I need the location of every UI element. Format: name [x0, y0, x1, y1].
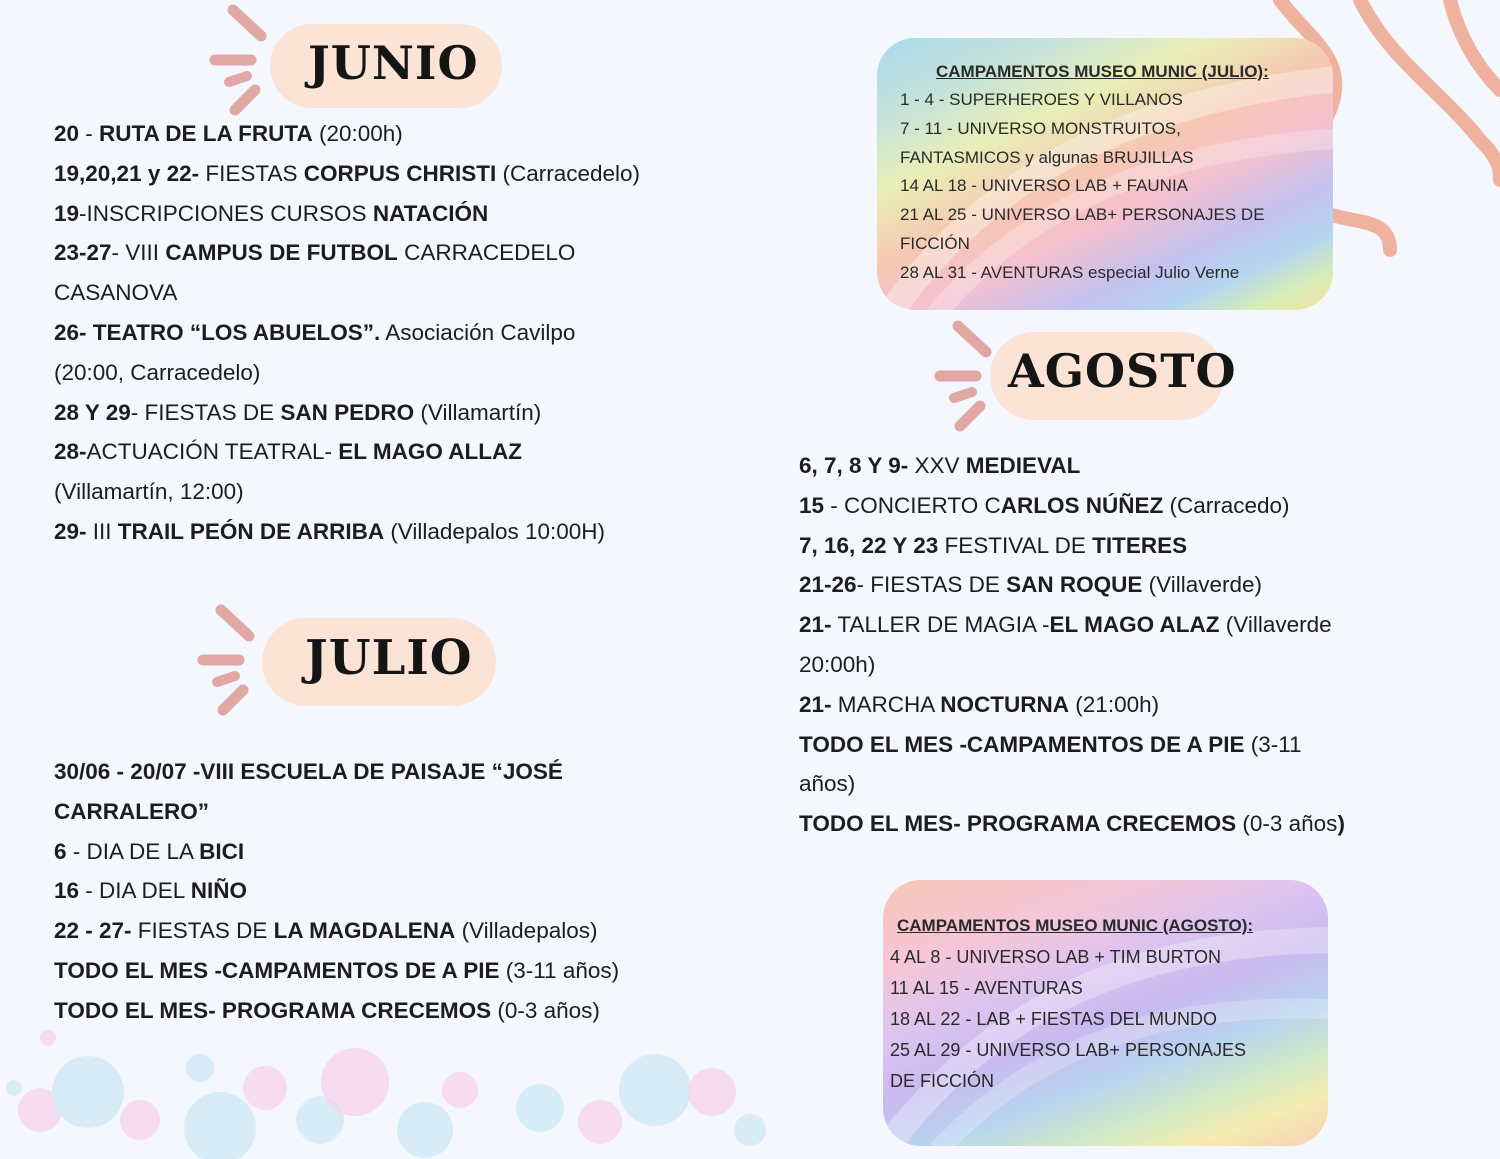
event-text-bold: 26- TEATRO “LOS ABUELOS”. [54, 319, 381, 345]
event-text: CARRACEDELO [397, 240, 576, 266]
event-text: - FIESTAS DE [856, 572, 1007, 598]
camp-julio-title: CAMPAMENTOS MUSEO MUNIC (JULIO): [936, 62, 1269, 81]
event-text-bold: NATACIÓN [372, 200, 489, 226]
event-text-bold: TITERES [1092, 532, 1188, 558]
event-line [54, 792, 619, 832]
event-text: años) [799, 771, 856, 797]
event-line [54, 911, 619, 951]
event-text: (Carracedelo) [496, 160, 641, 186]
event-line [54, 832, 619, 872]
event-text: - DIA DE LA [66, 838, 200, 864]
camp-line: FANTASMICOS y algunas BRUJILLAS [900, 147, 1194, 167]
event-text-bold: CARRALERO” [54, 798, 209, 824]
event-text: (Villaverde [1219, 612, 1332, 638]
event-text-bold: 29- [54, 518, 87, 544]
event-line [54, 114, 640, 154]
event-text: (21:00h) [1069, 691, 1160, 717]
sparkle-icon [193, 602, 265, 720]
event-line [799, 605, 1345, 645]
camp-agosto-box [883, 880, 1328, 1146]
event-line [799, 725, 1345, 765]
junio-events [54, 114, 640, 552]
event-text: (20:00h) [312, 121, 403, 146]
event-text: FIESTAS [199, 160, 304, 186]
event-text: FIESTAS DE [131, 918, 274, 944]
event-text-bold: 21- [799, 691, 832, 717]
event-text: (0-3 años [1236, 811, 1338, 837]
event-text-bold: 19 [54, 200, 80, 226]
event-line [799, 446, 1345, 486]
event-line [54, 991, 619, 1031]
event-text-bold: CAMPUS DE FUTBOL [165, 240, 398, 266]
event-text: (Carracedo) [1163, 492, 1290, 518]
event-text-bold: 21-26 [799, 572, 857, 598]
event-text-bold: TODO EL MES -CAMPAMENTOS DE A PIE [799, 731, 1245, 757]
camp-julio-box [877, 38, 1333, 310]
event-text: - CONCIERTO C [824, 492, 1001, 518]
camp-line: 21 AL 25 - UNIVERSO LAB+ PERSONAJES DE [900, 205, 1265, 225]
sparkle-icon [205, 2, 277, 120]
event-line [799, 486, 1345, 526]
camp-line: 7 - 11 - UNIVERSO MONSTRUITOS, [900, 118, 1181, 138]
event-text: -INSCRIPCIONES CURSOS [79, 200, 373, 226]
event-text-bold: TRAIL PEÓN DE ARRIBA [117, 518, 385, 544]
event-text-bold: 22 - 27- [54, 918, 132, 944]
event-text: XXV [908, 453, 966, 478]
event-line [54, 752, 619, 792]
event-text: - VIII [111, 240, 166, 266]
event-line [54, 233, 640, 273]
event-text: (0-3 años) [491, 997, 600, 1023]
event-text-bold: 23-27 [54, 240, 112, 266]
event-text: III [86, 518, 118, 544]
event-text: (Villamartín) [414, 399, 542, 425]
event-text: - FIESTAS DE [130, 399, 281, 425]
junio-title: JUNIO [308, 36, 479, 90]
decorative-bubbles [0, 1010, 780, 1159]
event-line [799, 565, 1345, 605]
camp-line: 4 AL 8 - UNIVERSO LAB + TIM BURTON [890, 947, 1221, 967]
event-line [54, 871, 619, 911]
event-text-bold: MEDIEVAL [965, 453, 1081, 478]
event-text-bold: TODO EL MES- PROGRAMA CRECEMOS [54, 997, 492, 1023]
event-text-bold: EL MAGO ALLAZ [338, 439, 522, 465]
event-text-bold: SAN ROQUE [1006, 572, 1143, 598]
event-line [799, 526, 1345, 566]
camp-line: 11 AL 15 - AVENTURAS [890, 978, 1083, 998]
event-line [799, 645, 1345, 685]
event-text-bold: ) [1337, 811, 1345, 837]
event-text: (Villamartín, 12:00) [54, 479, 244, 505]
event-text-bold: 6, 7, 8 Y 9- [799, 453, 909, 478]
event-text: ACTUACIÓN TEATRAL- [86, 439, 339, 465]
event-text-bold: TODO EL MES -CAMPAMENTOS DE A PIE [54, 957, 500, 983]
event-line [54, 273, 640, 313]
camp-line: 25 AL 29 - UNIVERSO LAB+ PERSONAJES [890, 1040, 1246, 1060]
event-text-bold: RUTA DE LA FRUTA [99, 121, 313, 146]
event-text-bold: 7, 16, 22 Y 23 [799, 532, 939, 558]
event-text-bold: TODO EL MES- PROGRAMA CRECEMOS [799, 811, 1237, 837]
event-line [54, 393, 640, 433]
camp-line: FICCIÓN [900, 234, 970, 253]
julio-title: JULIO [305, 630, 473, 686]
event-line [54, 512, 640, 552]
event-text: 20:00h) [799, 651, 876, 677]
event-text: CASANOVA [54, 280, 178, 306]
camp-line: 28 AL 31 - AVENTURAS especial Julio Verne [900, 262, 1240, 282]
camp-agosto-title: CAMPAMENTOS MUSEO MUNIC (AGOSTO): [897, 916, 1254, 935]
event-line [54, 353, 640, 393]
event-text-bold: NIÑO [190, 878, 247, 904]
event-text: (Villaverde) [1142, 572, 1263, 598]
event-text-bold: 20 [54, 121, 80, 146]
event-line [54, 951, 619, 991]
event-line [799, 685, 1345, 725]
event-text: (Villadepalos 10:00H) [384, 518, 606, 544]
event-line [54, 472, 640, 512]
event-text-bold: NOCTURNA [940, 691, 1070, 717]
event-line [54, 313, 640, 353]
event-line [799, 804, 1345, 844]
event-text-bold: CORPUS CHRISTI [303, 160, 497, 186]
event-line [54, 432, 640, 472]
event-line [54, 154, 640, 194]
event-line [799, 764, 1345, 804]
event-text-bold: SAN PEDRO [280, 399, 415, 425]
event-text-bold: 15 [799, 492, 825, 518]
event-text-bold: 21- [799, 612, 832, 638]
event-text-bold: 30/06 - 20/07 -VIII ESCUELA DE PAISAJE “JOSÉ [54, 759, 563, 784]
event-text-bold: 28 Y 29 [54, 399, 131, 425]
camp-line: DE FICCIÓN [890, 1071, 995, 1091]
event-text-bold: ARLOS NÚÑEZ [1000, 492, 1164, 518]
agosto-events [799, 446, 1345, 844]
event-text: Asociación Cavilpo [380, 319, 576, 345]
event-text-bold: BICI [199, 838, 245, 864]
event-text-bold: 6 [54, 838, 67, 864]
event-text: TALLER DE MAGIA - [831, 612, 1050, 638]
event-text-bold: 19,20,21 y 22- [54, 160, 200, 186]
event-text: (3-11 [1244, 731, 1302, 757]
julio-events [54, 752, 619, 1031]
camp-line: 1 - 4 - SUPERHEROES Y VILLANOS [900, 90, 1183, 109]
event-text: - DIA DEL [79, 878, 191, 904]
event-text: (3-11 años) [499, 957, 620, 983]
event-text-bold: LA MAGDALENA [273, 918, 456, 944]
event-text: MARCHA [831, 691, 941, 717]
event-text-bold: 28- [54, 439, 87, 465]
event-text-bold: 16 [54, 878, 80, 904]
event-text: (20:00, Carracedelo) [54, 359, 261, 385]
camp-line: 14 AL 18 - UNIVERSO LAB + FAUNIA [900, 176, 1189, 196]
agosto-title: AGOSTO [1008, 344, 1237, 398]
event-line [54, 194, 640, 234]
event-text: - [79, 121, 100, 146]
camp-line: 18 AL 22 - LAB + FIESTAS DEL MUNDO [890, 1009, 1217, 1029]
event-text: FESTIVAL DE [938, 532, 1093, 558]
event-text-bold: EL MAGO ALAZ [1049, 612, 1220, 638]
event-text: (Villadepalos) [455, 918, 598, 944]
